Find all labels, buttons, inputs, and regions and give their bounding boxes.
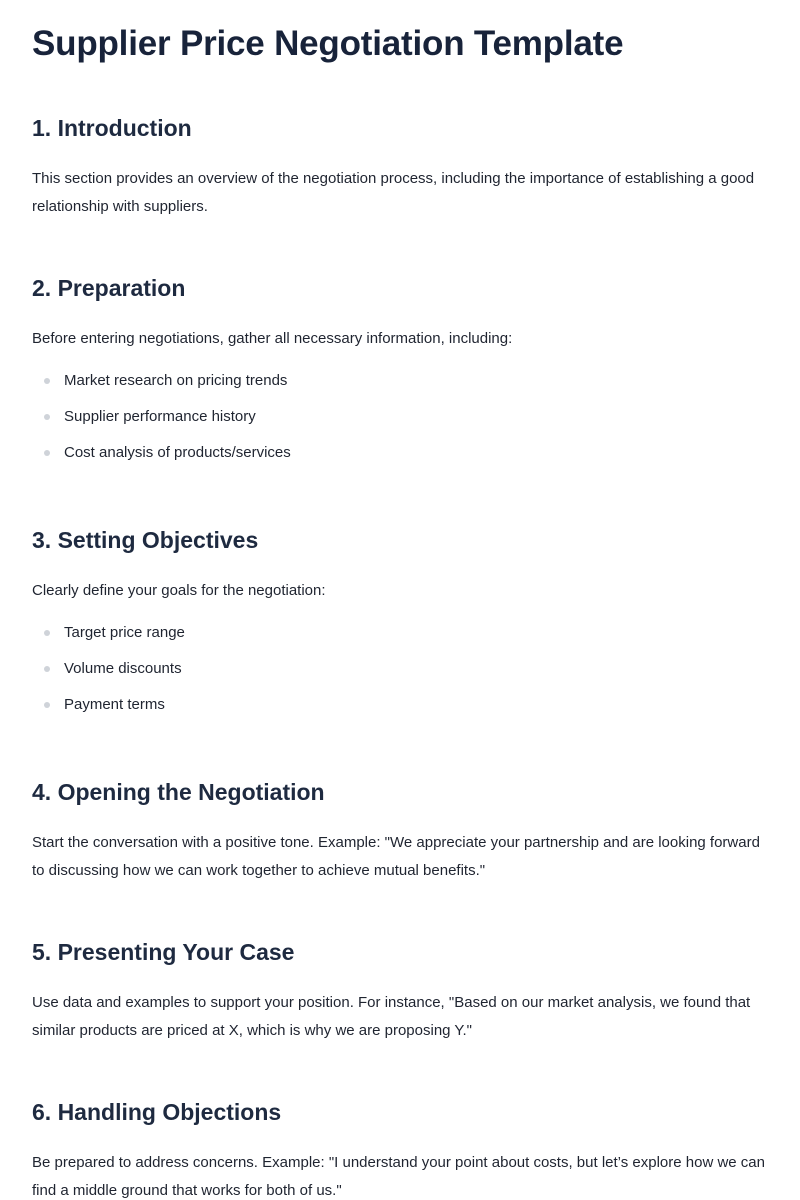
section-introduction	[32, 113, 768, 221]
bullet-icon	[44, 414, 50, 420]
list-item	[32, 651, 768, 687]
list-item-text: Market research on pricing trends	[64, 372, 288, 389]
bullet-icon	[44, 630, 50, 636]
bullet-icon	[44, 378, 50, 384]
section-heading: 4. Opening the Negotiation	[32, 779, 325, 805]
section-heading: 5. Presenting Your Case	[32, 939, 295, 965]
list-item	[32, 615, 768, 651]
section-paragraph: Start the conversation with a positive tone. Example: "We appreciate your partnership and are looking forward to discussing how we can work together to achieve mutual benefits."	[32, 834, 760, 879]
section-paragraph: This section provides an overview of the negotiation process, including the importance of establishing a good relationship with suppliers.	[32, 170, 755, 215]
list-item-text: Cost analysis of products/services	[64, 444, 291, 461]
list-item-text: Target price range	[64, 624, 185, 641]
section-heading: 1. Introduction	[32, 115, 192, 141]
section-heading: 6. Handling Objections	[32, 1099, 282, 1125]
list-item	[32, 363, 768, 399]
bullet-list	[32, 363, 768, 471]
list-item	[32, 399, 768, 435]
section-paragraph: Clearly define your goals for the negotiation:	[32, 582, 326, 599]
list-item	[32, 687, 768, 723]
list-item-text: Payment terms	[64, 696, 165, 713]
list-item-text: Volume discounts	[64, 660, 182, 677]
section-paragraph: Be prepared to address concerns. Example: "I understand your point about costs, but let’s explore how we can find a middle ground that works for both of us."	[32, 1154, 765, 1199]
section-paragraph: Use data and examples to support your position. For instance, "Based on our market analysis, we found that similar products are priced at X, which is why we are proposing Y."	[32, 994, 751, 1039]
page-title: Supplier Price Negotiation Template	[32, 24, 624, 63]
section-setting-objectives	[32, 525, 768, 723]
section-preparation	[32, 273, 768, 471]
bullet-icon	[44, 702, 50, 708]
list-item-text: Supplier performance history	[64, 408, 256, 425]
section-paragraph: Before entering negotiations, gather all necessary information, including:	[32, 330, 513, 347]
section-heading: 3. Setting Objectives	[32, 527, 259, 553]
bullet-icon	[44, 666, 50, 672]
section-opening-negotiation	[32, 777, 768, 885]
bullet-icon	[44, 450, 50, 456]
section-presenting-case	[32, 937, 768, 1045]
bullet-list	[32, 615, 768, 723]
section-heading: 2. Preparation	[32, 275, 186, 301]
list-item	[32, 435, 768, 471]
section-handling-objections	[32, 1097, 768, 1200]
